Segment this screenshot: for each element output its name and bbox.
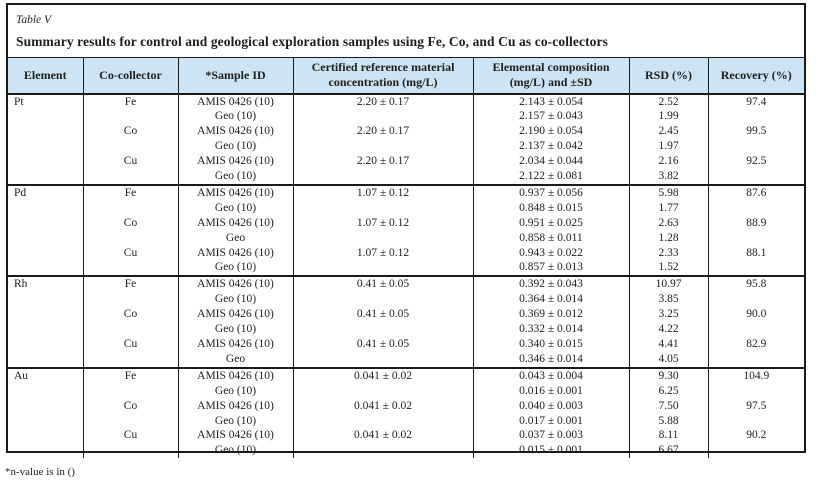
- table-caption: [8, 5, 804, 57]
- rsd-cell: 2.16: [629, 154, 708, 169]
- sample-id-cell: AMIS 0426 (10): [178, 246, 293, 261]
- certified-cell: 0.41 ± 0.05: [293, 276, 473, 307]
- rsd-cell: 4.05: [629, 352, 708, 368]
- composition-cell: 2.157 ± 0.043: [473, 109, 629, 124]
- sample-id-cell: AMIS 0426 (10): [178, 428, 293, 443]
- co-collector-cell: Cu: [83, 154, 178, 185]
- rsd-cell: 3.82: [629, 169, 708, 185]
- composition-cell: 2.034 ± 0.044: [473, 154, 629, 169]
- header-row: [8, 58, 804, 94]
- composition-cell: 0.858 ± 0.011: [473, 231, 629, 246]
- table-row: [8, 399, 804, 414]
- rsd-cell: 1.97: [629, 139, 708, 154]
- table-row: [8, 185, 804, 201]
- table-header: [8, 58, 804, 94]
- rsd-cell: 10.97: [629, 276, 708, 292]
- col-header-certified-concentration: Certified reference material concentration (mg/L): [293, 58, 473, 94]
- certified-cell: 0.41 ± 0.05: [293, 307, 473, 337]
- composition-cell: 2.190 ± 0.054: [473, 124, 629, 139]
- composition-cell: 0.037 ± 0.003: [473, 428, 629, 443]
- table-row: [8, 246, 804, 261]
- recovery-cell: 104.9: [708, 368, 804, 399]
- recovery-cell: 88.1: [708, 246, 804, 277]
- element-cell: Rh: [8, 276, 83, 367]
- rsd-cell: 4.22: [629, 322, 708, 337]
- co-collector-cell: Cu: [83, 246, 178, 277]
- sample-id-cell: Geo (10): [178, 260, 293, 276]
- recovery-cell: 90.2: [708, 428, 804, 458]
- recovery-cell: 88.9: [708, 216, 804, 246]
- co-collector-cell: Cu: [83, 337, 178, 368]
- recovery-cell: 87.6: [708, 185, 804, 216]
- col-header-sample-id: *Sample ID: [178, 58, 293, 94]
- sample-id-cell: AMIS 0426 (10): [178, 94, 293, 110]
- composition-cell: 2.143 ± 0.054: [473, 94, 629, 110]
- composition-cell: 0.392 ± 0.043: [473, 276, 629, 292]
- rsd-cell: 5.98: [629, 185, 708, 201]
- sample-id-cell: Geo (10): [178, 201, 293, 216]
- table-footnote: *n-value is in (): [5, 466, 75, 478]
- rsd-cell: 2.33: [629, 246, 708, 261]
- table-row: [8, 337, 804, 352]
- sample-id-cell: AMIS 0426 (10): [178, 154, 293, 169]
- rsd-cell: 6.67: [629, 443, 708, 458]
- table-row: [8, 307, 804, 322]
- sample-id-cell: Geo (10): [178, 384, 293, 399]
- table-title: Summary results for control and geological exploration samples using Fe, Co, and Cu as co-collectors: [16, 34, 608, 49]
- rsd-cell: 3.85: [629, 292, 708, 307]
- composition-cell: 0.848 ± 0.015: [473, 201, 629, 216]
- table-label: Table V: [16, 14, 52, 26]
- element-cell: Au: [8, 368, 83, 458]
- recovery-cell: 90.0: [708, 307, 804, 337]
- table-body: [8, 94, 804, 459]
- rsd-cell: 2.52: [629, 94, 708, 110]
- certified-cell: 2.20 ± 0.17: [293, 94, 473, 125]
- composition-cell: 0.016 ± 0.001: [473, 384, 629, 399]
- certified-cell: 1.07 ± 0.12: [293, 185, 473, 216]
- col-header-rsd: RSD (%): [629, 58, 708, 94]
- composition-cell: 0.332 ± 0.014: [473, 322, 629, 337]
- sample-id-cell: Geo (10): [178, 169, 293, 185]
- table-frame: [6, 3, 806, 457]
- sample-id-cell: Geo: [178, 231, 293, 246]
- rsd-cell: 4.41: [629, 337, 708, 352]
- table-row: [8, 124, 804, 139]
- rsd-cell: 1.99: [629, 109, 708, 124]
- composition-cell: 0.943 ± 0.022: [473, 246, 629, 261]
- composition-cell: 0.015 ± 0.001: [473, 443, 629, 458]
- sample-id-cell: AMIS 0426 (10): [178, 185, 293, 201]
- rsd-cell: 6.25: [629, 384, 708, 399]
- certified-cell: 1.07 ± 0.12: [293, 216, 473, 246]
- rsd-cell: 2.45: [629, 124, 708, 139]
- table-row: [8, 276, 804, 292]
- sample-id-cell: AMIS 0426 (10): [178, 368, 293, 384]
- table-row: [8, 428, 804, 443]
- rsd-cell: 9.30: [629, 368, 708, 384]
- recovery-cell: 92.5: [708, 154, 804, 185]
- sample-id-cell: AMIS 0426 (10): [178, 399, 293, 414]
- rsd-cell: 1.77: [629, 201, 708, 216]
- sample-id-cell: AMIS 0426 (10): [178, 124, 293, 139]
- composition-cell: 0.937 ± 0.056: [473, 185, 629, 201]
- rsd-cell: 5.88: [629, 414, 708, 429]
- co-collector-cell: Fe: [83, 276, 178, 307]
- recovery-cell: 82.9: [708, 337, 804, 368]
- rsd-cell: 8.11: [629, 428, 708, 443]
- composition-cell: 0.017 ± 0.001: [473, 414, 629, 429]
- recovery-cell: 95.8: [708, 276, 804, 307]
- co-collector-cell: Co: [83, 399, 178, 429]
- co-collector-cell: Fe: [83, 94, 178, 125]
- sample-id-cell: Geo (10): [178, 443, 293, 458]
- sample-id-cell: Geo (10): [178, 292, 293, 307]
- composition-cell: 0.951 ± 0.025: [473, 216, 629, 231]
- col-header-recovery: Recovery (%): [708, 58, 804, 94]
- sample-id-cell: Geo (10): [178, 109, 293, 124]
- element-cell: Pt: [8, 94, 83, 185]
- composition-cell: 0.043 ± 0.004: [473, 368, 629, 384]
- certified-cell: 2.20 ± 0.17: [293, 124, 473, 154]
- sample-id-cell: AMIS 0426 (10): [178, 216, 293, 231]
- sample-id-cell: Geo: [178, 352, 293, 368]
- rsd-cell: 7.50: [629, 399, 708, 414]
- table-row: [8, 216, 804, 231]
- rsd-cell: 3.25: [629, 307, 708, 322]
- co-collector-cell: Fe: [83, 368, 178, 399]
- co-collector-cell: Co: [83, 307, 178, 337]
- col-header-element: Element: [8, 58, 83, 94]
- certified-cell: 2.20 ± 0.17: [293, 154, 473, 185]
- certified-cell: 0.41 ± 0.05: [293, 337, 473, 368]
- co-collector-cell: Co: [83, 216, 178, 246]
- sample-id-cell: Geo (10): [178, 139, 293, 154]
- sample-id-cell: Geo (10): [178, 414, 293, 429]
- certified-cell: 1.07 ± 0.12: [293, 246, 473, 277]
- composition-cell: 2.122 ± 0.081: [473, 169, 629, 185]
- recovery-cell: 97.5: [708, 399, 804, 429]
- col-header-co-collector: Co-collector: [83, 58, 178, 94]
- results-table: [8, 57, 804, 458]
- sample-id-cell: AMIS 0426 (10): [178, 276, 293, 292]
- rsd-cell: 1.28: [629, 231, 708, 246]
- composition-cell: 0.346 ± 0.014: [473, 352, 629, 368]
- composition-cell: 0.040 ± 0.003: [473, 399, 629, 414]
- table-row: [8, 94, 804, 110]
- sample-id-cell: AMIS 0426 (10): [178, 307, 293, 322]
- certified-cell: 0.041 ± 0.02: [293, 399, 473, 429]
- rsd-cell: 2.63: [629, 216, 708, 231]
- sample-id-cell: Geo (10): [178, 322, 293, 337]
- recovery-cell: 99.5: [708, 124, 804, 154]
- certified-cell: 0.041 ± 0.02: [293, 428, 473, 458]
- composition-cell: 0.369 ± 0.012: [473, 307, 629, 322]
- rsd-cell: 1.52: [629, 260, 708, 276]
- co-collector-cell: Co: [83, 124, 178, 154]
- co-collector-cell: Fe: [83, 185, 178, 216]
- col-header-elemental-composition: Elemental composition (mg/L) and ±SD: [473, 58, 629, 94]
- element-cell: Pd: [8, 185, 83, 276]
- certified-cell: 0.041 ± 0.02: [293, 368, 473, 399]
- sample-id-cell: AMIS 0426 (10): [178, 337, 293, 352]
- co-collector-cell: Cu: [83, 428, 178, 458]
- table-row: [8, 154, 804, 169]
- composition-cell: 0.364 ± 0.014: [473, 292, 629, 307]
- composition-cell: 0.340 ± 0.015: [473, 337, 629, 352]
- composition-cell: 2.137 ± 0.042: [473, 139, 629, 154]
- table-row: [8, 368, 804, 384]
- recovery-cell: 97.4: [708, 94, 804, 125]
- composition-cell: 0.857 ± 0.013: [473, 260, 629, 276]
